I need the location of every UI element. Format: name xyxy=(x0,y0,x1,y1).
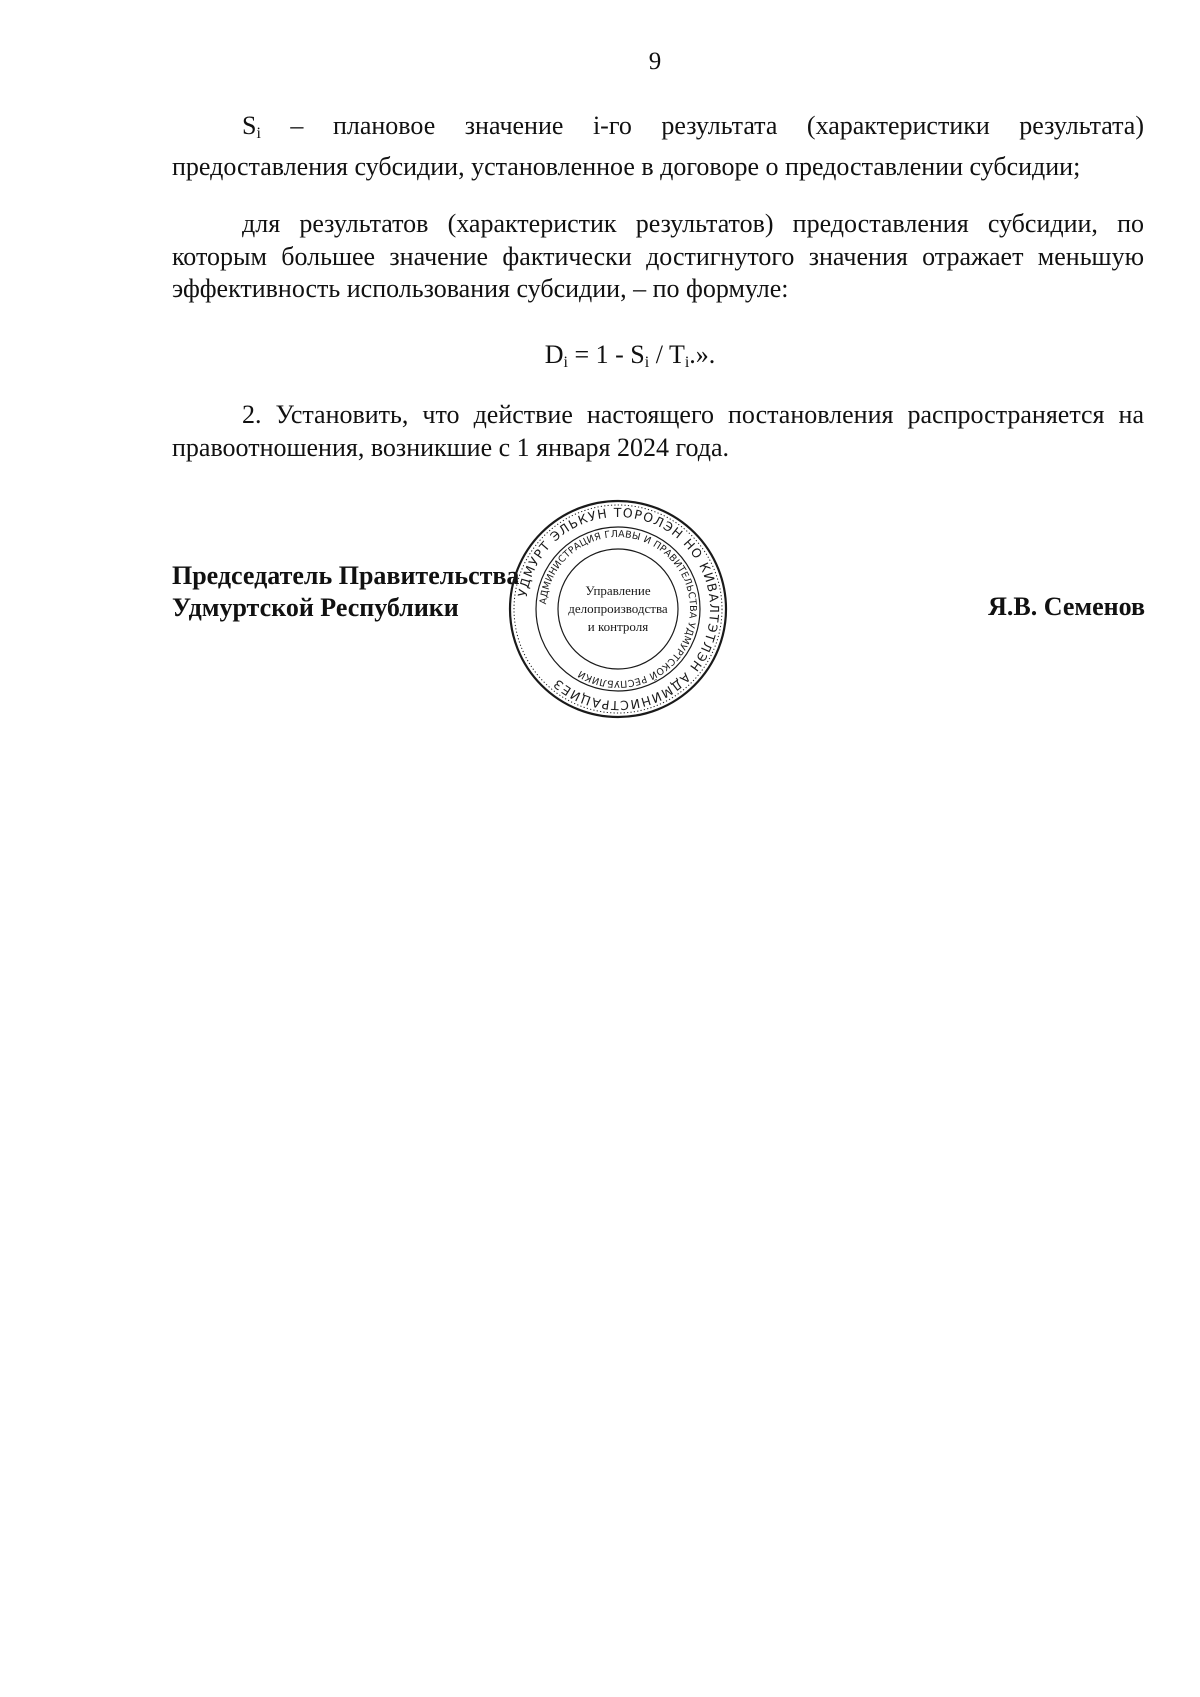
seal-center-line-2: делопроизводства xyxy=(568,601,668,616)
seal-center-line-3: и контроля xyxy=(587,619,649,634)
official-seal xyxy=(507,498,729,720)
seal-center-line-1: Управление xyxy=(585,583,651,598)
signatory-name: Я.В. Семенов xyxy=(988,592,1145,621)
formula-slash: / T xyxy=(649,340,685,369)
signature-title xyxy=(172,560,519,624)
seal-outer-text: УДМУРТ ЭЛЬКУН ТОРОЛЭН НО КИВАЛТЭТЛЭН АДМИНИСТРАЦИЕЗ xyxy=(514,504,723,714)
paragraph-planned-value xyxy=(172,110,1144,183)
paragraph-1-text: – плановое значение i-го результата (характеристики результата) предоставления субсидии, установленное в договоре о предоставлении субсидии; xyxy=(172,111,1144,181)
paragraph-results-formula-intro: для результатов (характеристик результатов) предоставления субсидии, по которым большее значение фактически достигнутого значения отражает меньшую эффективность использования субсидии, – по формуле: xyxy=(172,209,1144,303)
paragraph-effective-date: 2. Установить, что действие настоящего постановления распространяется на правоотношения, возникшие с 1 января 2024 года. xyxy=(172,400,1144,462)
formula-t-subscript: i xyxy=(684,354,690,371)
page-number: 9 xyxy=(648,48,662,75)
symbol-s: S xyxy=(242,111,257,140)
signature-title-line-2: Удмуртской Республики xyxy=(172,593,459,622)
formula-middle: = 1 - S xyxy=(567,340,645,369)
formula-tail: .». xyxy=(689,340,716,369)
symbol-s-subscript: i xyxy=(256,125,261,142)
formula-s-subscript: i xyxy=(644,354,650,371)
seal-inner-text: АДМИНИСТРАЦИЯ ГЛАВЫ И ПРАВИТЕЛЬСТВА УДМУРТСКОЙ РЕСПУБЛИКИ xyxy=(538,528,699,690)
formula-d-subscript: i xyxy=(563,354,568,371)
formula xyxy=(0,340,1200,372)
formula-d: D xyxy=(544,340,564,369)
signature-title-line-1: Председатель Правительства xyxy=(172,561,520,590)
